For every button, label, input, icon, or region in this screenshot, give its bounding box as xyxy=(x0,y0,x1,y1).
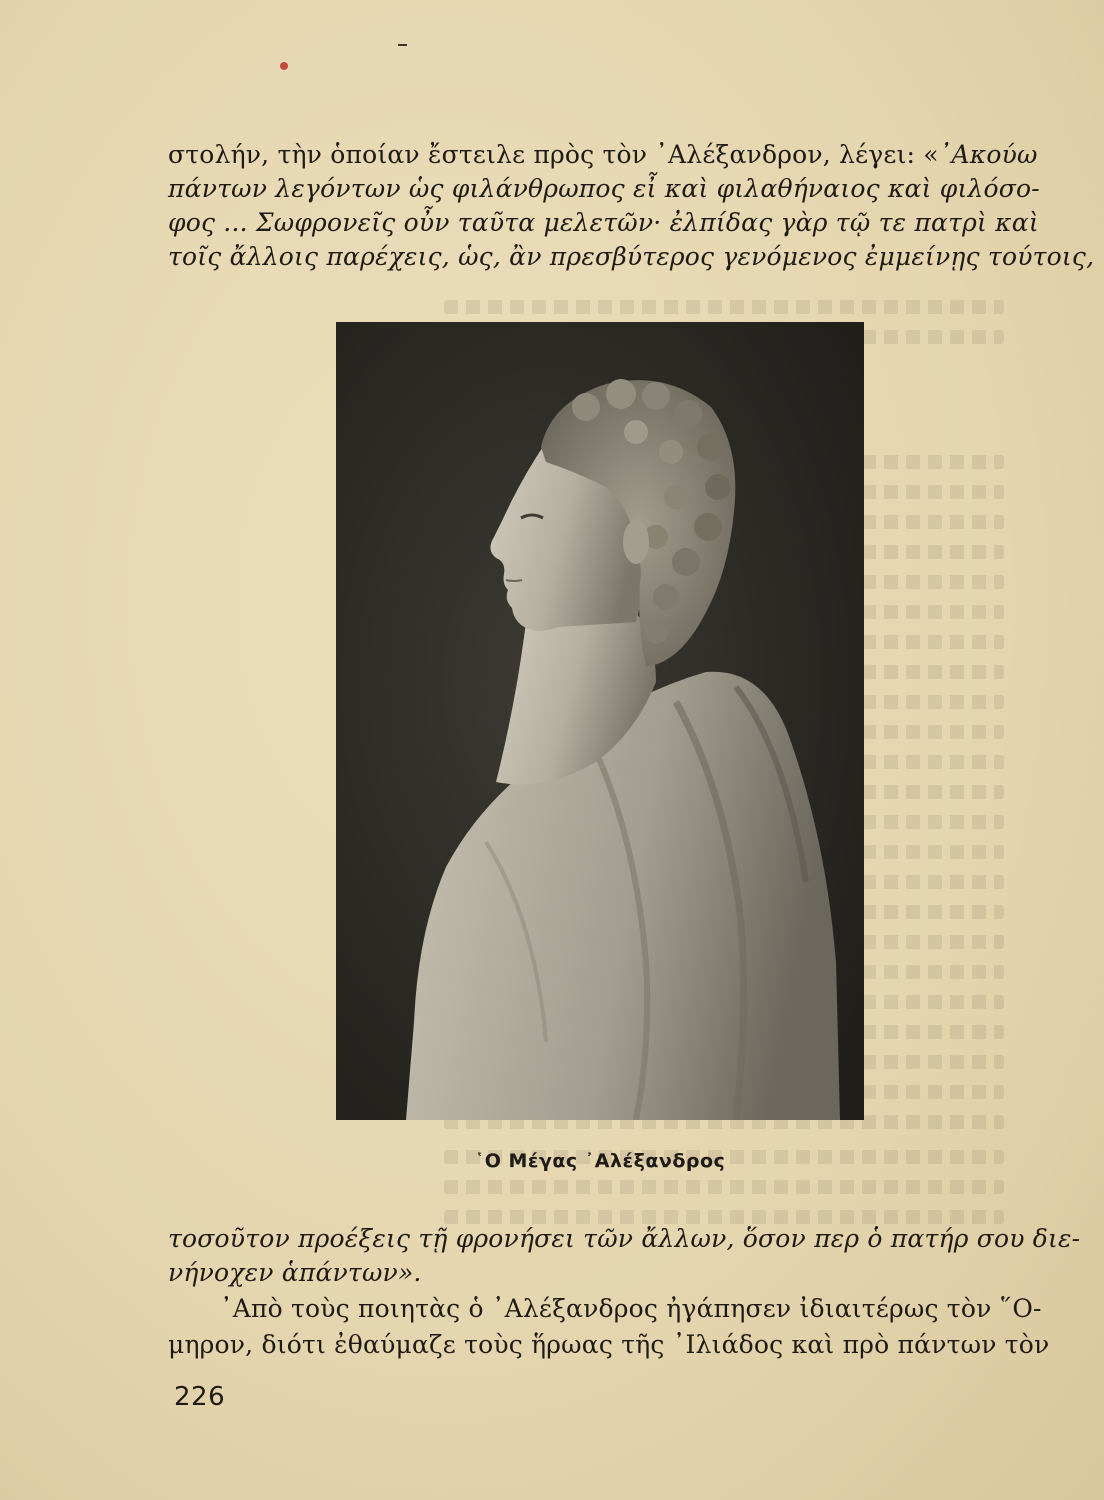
text-line-5: τοσοῦτον προέξεις τῇ φρονήσει τῶν ἄλλων, ὅσον περ ὁ πατήρ σου διε- xyxy=(168,1224,1081,1253)
figure-caption: ῾Ο Μέγας ᾿Αλέξανδρος xyxy=(474,1150,726,1172)
text-line-8: μηρον, διότι ἐθαύμαζε τοὺς ἥρωας τῆς ᾿Ιλιάδος καὶ πρὸ πάντων τὸν xyxy=(168,1330,1050,1359)
text-line-1-upright: στολήν, τὴν ὁποίαν ἔστειλε πρὸς τὸν ᾿Αλέξανδρον, λέγει: « xyxy=(168,140,939,169)
text-line-1 xyxy=(168,138,1038,172)
text-line-6: νήνοχεν ἁπάντων». xyxy=(168,1258,422,1287)
text-line-3: φος ... Σωφρονεῖς οὖν ταῦτα μελετῶν· ἐλπίδας γὰρ τῷ τε πατρὶ καὶ xyxy=(168,208,1039,237)
bust-of-alexander-image xyxy=(336,322,864,1120)
page-number: 226 xyxy=(174,1382,226,1412)
text-line-2: πάντων λεγόντων ὡς φιλάνθρωπος εἶ καὶ φιλαθήναιος καὶ φιλόσο- xyxy=(168,174,1040,203)
text-line-4: τοῖς ἄλλοις παρέχεις, ὡς, ἂν πρεσβύτερος γενόμενος ἐμμείνῃς τούτοις, xyxy=(168,242,1095,271)
printer-mark xyxy=(398,44,407,46)
text-line-7: ᾿Απὸ τοὺς ποιητὰς ὁ ᾿Αλέξανδρος ἠγάπησεν ἰδιαιτέρως τὸν ῞Ο- xyxy=(220,1294,1042,1323)
portrait-photograph xyxy=(336,322,864,1120)
text-line-1-italic: ᾿Ακούω xyxy=(938,140,1038,169)
ink-spot xyxy=(280,62,288,70)
